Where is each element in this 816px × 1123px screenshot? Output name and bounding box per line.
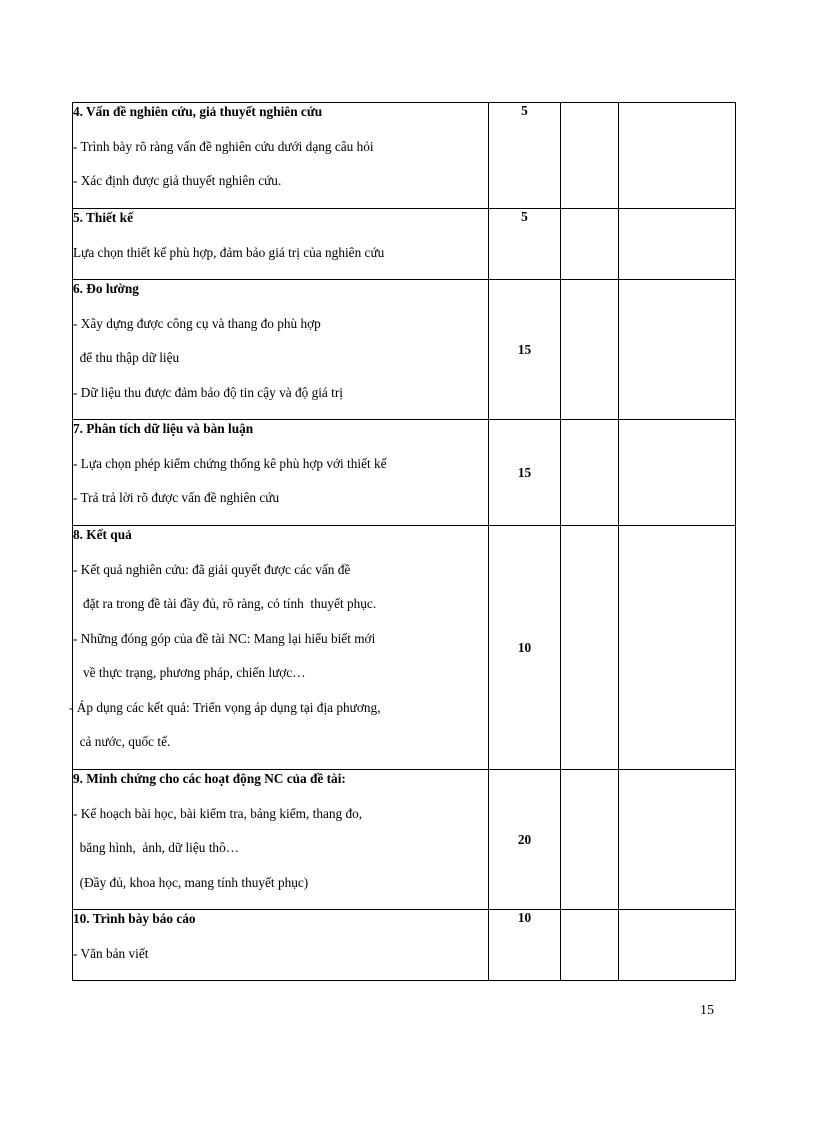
comment-cell[interactable] [619, 103, 736, 209]
page-number: 15 [700, 1003, 714, 1018]
score-entry-cell[interactable] [561, 103, 619, 209]
criterion-line: - Xác định được giả thuyết nghiên cứu. [73, 173, 282, 188]
score-entry-cell[interactable] [561, 770, 619, 910]
criterion-cell [73, 770, 489, 910]
criterion-line: đặt ra trong đề tài đầy đủ, rõ ràng, có tính thuyết phục. [73, 596, 377, 611]
criterion-title: 8. Kết quả [73, 527, 132, 542]
criterion-title: 9. Minh chứng cho các hoạt động NC của đề tài: [73, 771, 346, 786]
comment-cell[interactable] [619, 420, 736, 526]
criterion-cell [73, 420, 489, 526]
table-row [73, 910, 736, 981]
table-row [73, 770, 736, 910]
max-score-cell: 10 [489, 526, 561, 770]
criterion-line: - Xây dựng được công cụ và thang đo phù hợp [73, 315, 321, 331]
max-score-cell: 20 [489, 770, 561, 910]
criterion-line: - Trình bày rõ ràng vấn đề nghiên cứu dưới dạng câu hỏi [73, 138, 374, 154]
evaluation-criteria-table [69, 102, 736, 981]
criterion-cell [73, 910, 489, 981]
criterion-line: - Dữ liệu thu được đảm bảo độ tin cậy và độ giá trị [73, 384, 343, 400]
max-score-cell: 15 [489, 420, 561, 526]
max-score-cell: 10 [489, 910, 561, 981]
criterion-cell [73, 209, 489, 280]
comment-cell[interactable] [619, 209, 736, 280]
max-score-cell: 5 [489, 209, 561, 280]
table-row [73, 209, 736, 280]
score-entry-cell[interactable] [561, 209, 619, 280]
score-entry-cell[interactable] [561, 280, 619, 420]
criterion-line: Lựa chọn thiết kế phù hợp, đảm bảo giá trị của nghiên cứu [73, 244, 385, 260]
comment-cell[interactable] [619, 280, 736, 420]
criterion-title: 7. Phân tích dữ liệu và bàn luận [73, 421, 254, 436]
criterion-line: - Văn bản viết [73, 945, 149, 961]
criterion-title: 5. Thiết kế [73, 210, 133, 225]
table-row [73, 526, 736, 770]
criterion-cell [69, 526, 489, 770]
criterion-cell [73, 280, 489, 420]
criterion-line: - Kết quả nghiên cứu: đã giải quyết được các vấn đề [73, 561, 351, 577]
table-row [73, 103, 736, 209]
comment-cell[interactable] [619, 526, 736, 770]
criterion-line: - Áp dụng các kết quả: Triển vọng áp dụng tại địa phương, [69, 699, 381, 715]
criterion-line: băng hình, ảnh, dữ liệu thô… [73, 840, 240, 855]
criterion-cell [73, 103, 489, 209]
criterion-line: - Kế hoạch bài học, bài kiểm tra, bảng kiểm, thang đo, [73, 805, 363, 821]
comment-cell[interactable] [619, 910, 736, 981]
criterion-title: 4. Vấn đề nghiên cứu, giả thuyết nghiên cứu [73, 104, 323, 119]
criterion-line: cả nước, quốc tế. [73, 734, 171, 749]
criterion-title: 6. Đo lường [73, 281, 139, 296]
criterion-line: về thực trạng, phương pháp, chiến lược… [73, 665, 306, 680]
criterion-line: - Lựa chọn phép kiểm chứng thống kê phù hợp với thiết kế [73, 455, 387, 471]
score-entry-cell[interactable] [561, 526, 619, 770]
comment-cell[interactable] [619, 770, 736, 910]
max-score-cell: 15 [489, 280, 561, 420]
criterion-line: (Đầy đủ, khoa học, mang tính thuyết phục) [73, 874, 309, 890]
table-row [73, 420, 736, 526]
criterion-line: - Những đóng góp của đề tài NC: Mang lại hiểu biết mới [73, 630, 376, 646]
score-entry-cell[interactable] [561, 420, 619, 526]
criterion-line: để thu thập dữ liệu [73, 350, 180, 365]
max-score-cell: 5 [489, 103, 561, 209]
criterion-title: 10. Trình bày báo cáo [73, 911, 196, 926]
table-row [73, 280, 736, 420]
score-entry-cell[interactable] [561, 910, 619, 981]
criterion-line: - Trả trả lời rõ được vấn đề nghiên cứu [73, 490, 280, 505]
